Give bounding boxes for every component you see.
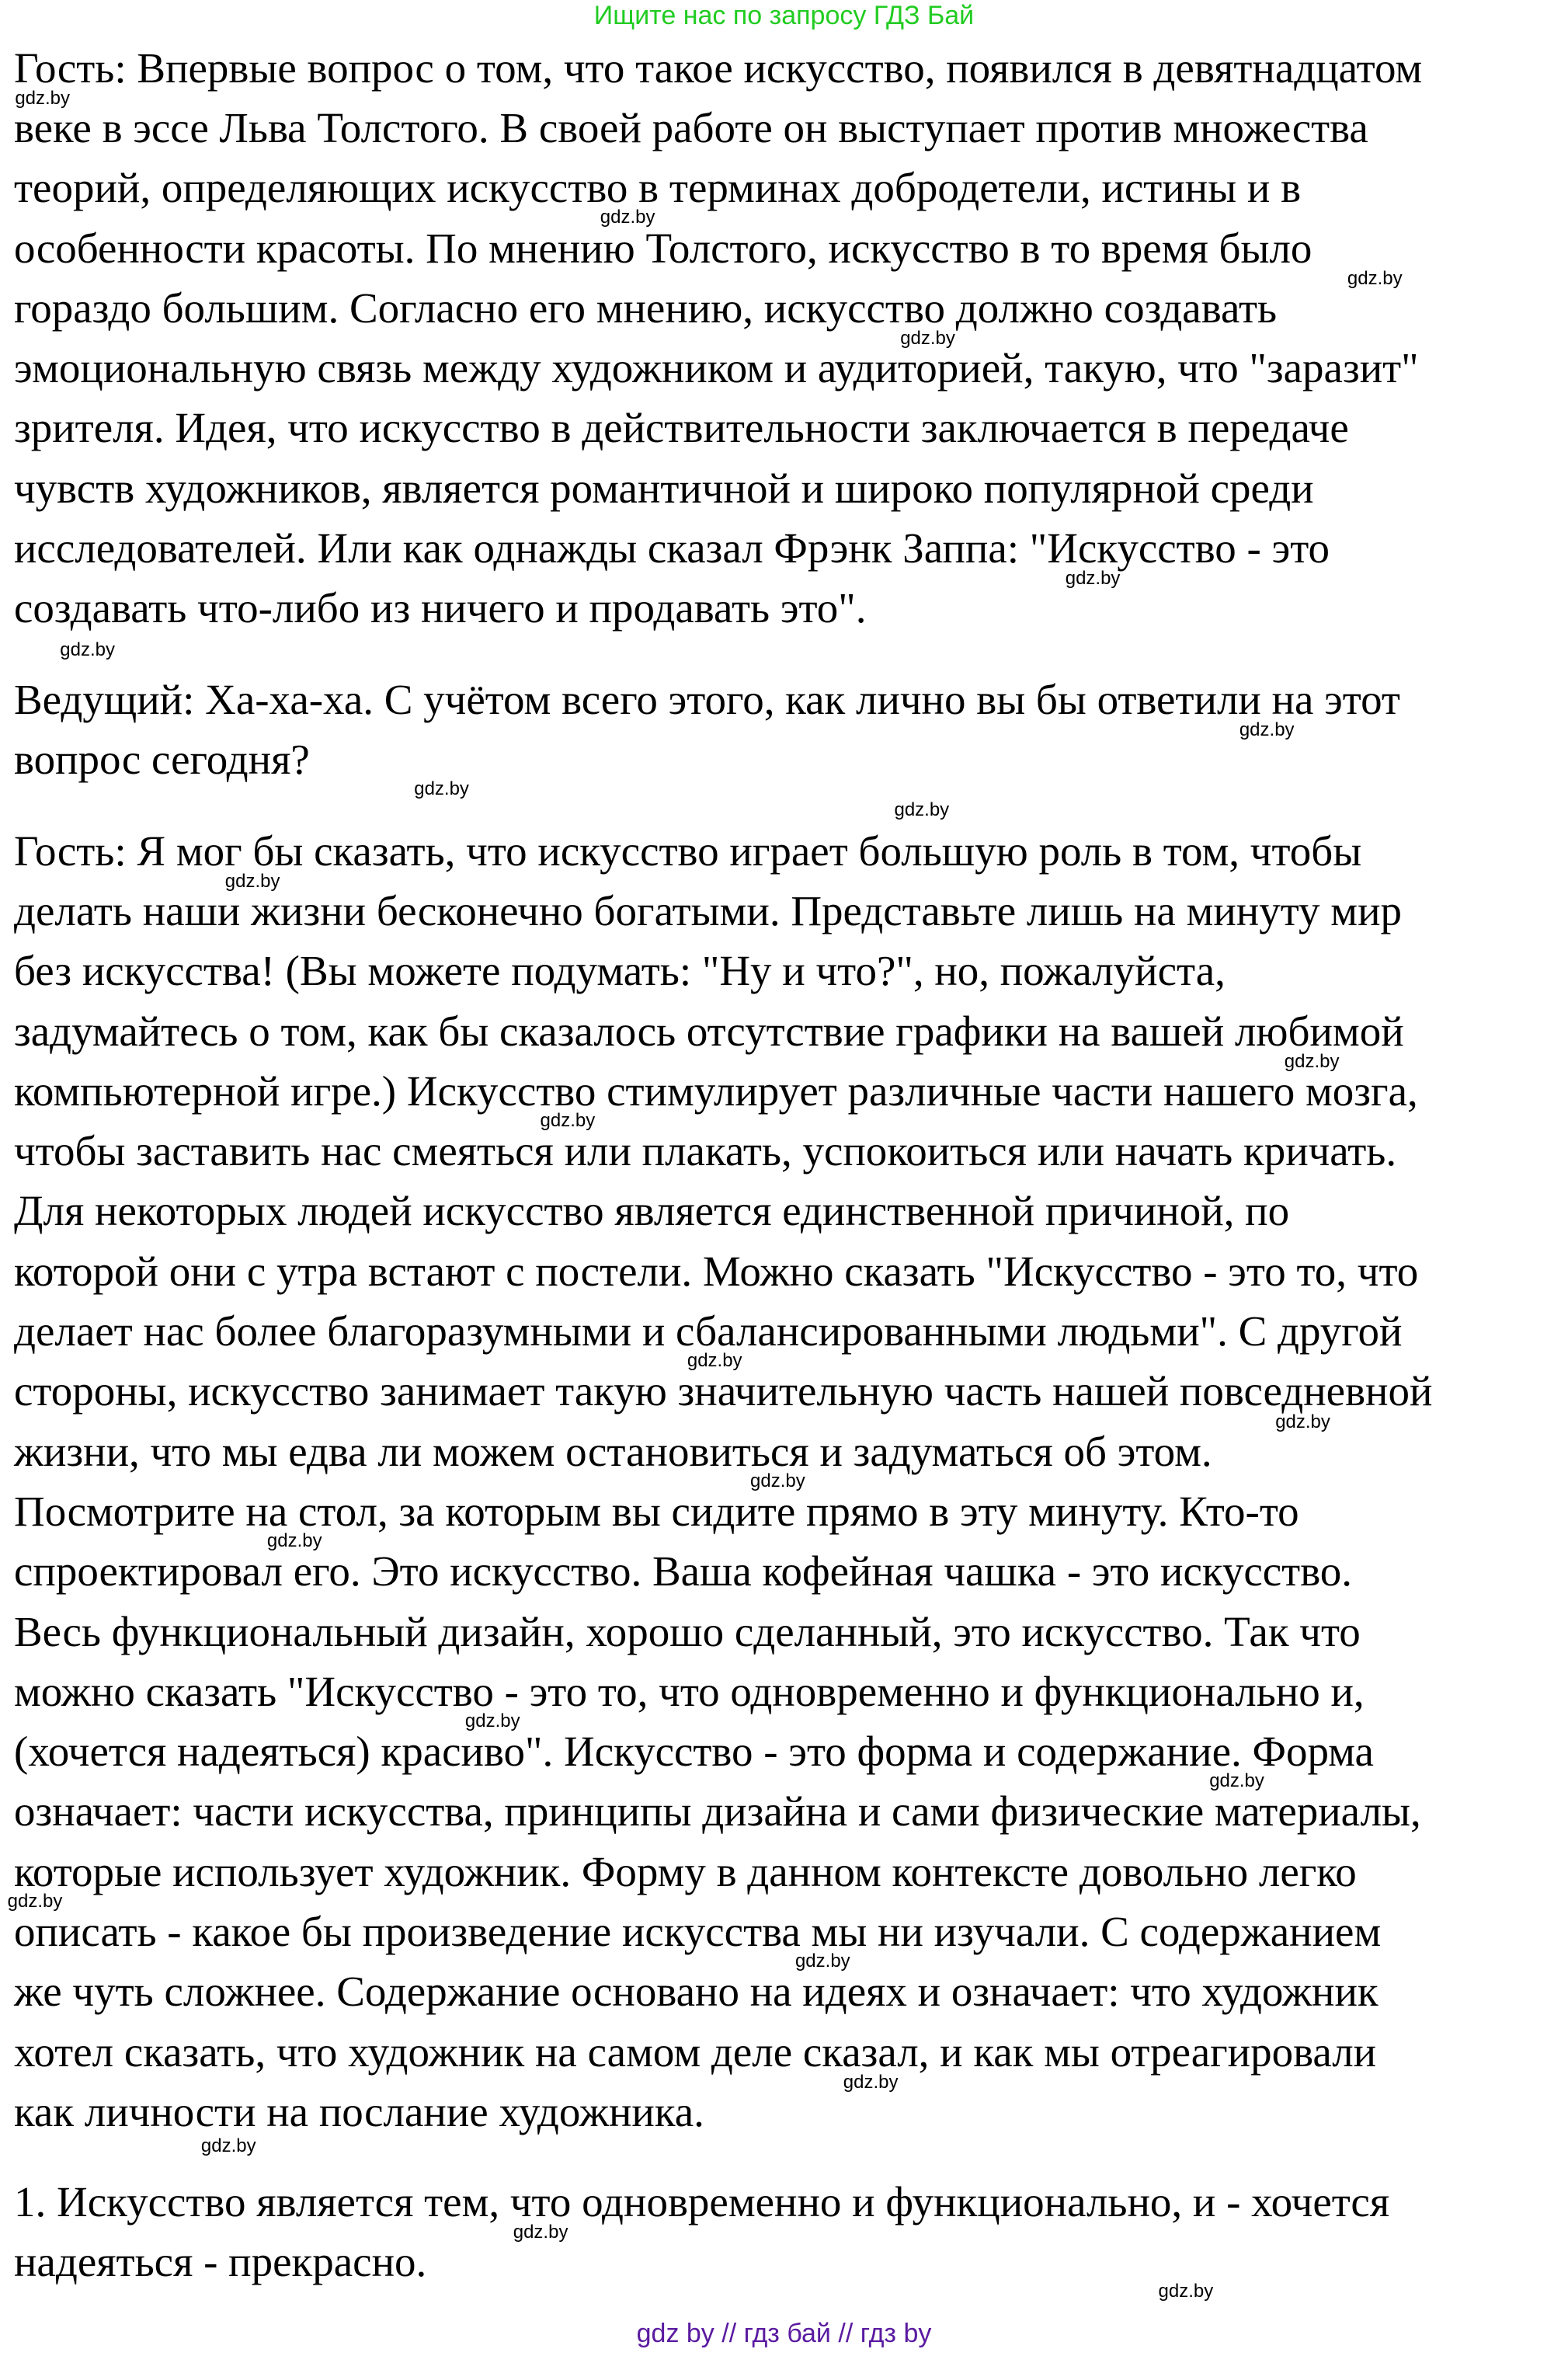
watermark: gdz.by [15,87,71,109]
text-line: Для некоторых людей искусство является единственной причиной, по [14,1187,1290,1235]
text-line: стороны, искусство занимает такую значительную часть нашей повседневной [14,1367,1433,1415]
text-line: хотел сказать, что художник на самом деле сказал, и как мы отреагировали [14,2027,1377,2076]
watermark: gdz.by [540,1110,596,1132]
text-line: можно сказать "Искусство - это то, что одновременно и функционально и, [14,1667,1365,1715]
watermark: gdz.by [266,1529,322,1551]
text-line: вопрос сегодня? [14,735,310,783]
text-line: без искусства! (Вы можете подумать: "Ну и что?", но, пожалуйста, [14,947,1226,995]
watermark: gdz.by [200,2135,256,2156]
watermark: gdz.by [1347,267,1403,289]
text-line: чувств художников, является романтичной и широко популярной среди [14,464,1314,512]
watermark: gdz.by [224,870,280,892]
text-line: особенности красоты. По мнению Толстого, искусство в то время было [14,224,1312,272]
text-line: Ведущий: Ха-ха-ха. С учётом всего этого, как лично вы бы ответили на этот [14,675,1400,723]
text-line: чтобы заставить нас смеяться или плакать, успокоиться или начать кричать. [14,1127,1397,1175]
text-line: жизни, что мы едва ли можем остановиться и задуматься об этом. [14,1427,1212,1475]
footer-banner: gdz by // гдз бай // гдз by [636,2319,932,2348]
watermark: gdz.by [1209,1770,1264,1792]
text-line: (хочется надеяться) красиво". Искусство - это форма и содержание. Форма [14,1728,1374,1776]
text-line: задумайтесь о том, как бы сказалось отсутствие графики на вашей любимой [14,1007,1404,1055]
watermark: gdz.by [843,2071,899,2093]
watermark: gdz.by [894,799,950,821]
text-line: Посмотрите на стол, за которым вы сидите прямо в эту минуту. Кто-то [14,1487,1299,1535]
text-line: исследователей. Или как однажды сказал Фрэнк Заппа: "Искусство - это [14,524,1330,572]
header-banner: Ищите нас по запросу ГДЗ Бай [593,1,975,30]
watermark: gdz.by [1239,719,1295,740]
watermark: gdz.by [750,1470,805,1491]
watermark: gdz.by [1275,1411,1330,1432]
watermark: gdz.by [687,1350,742,1372]
watermark: gdz.by [1158,2280,1214,2302]
text-line: Гость: Я мог бы сказать, что искусство играет большую роль в том, чтобы [14,827,1362,875]
text-line: спроектировал его. Это искусство. Ваша кофейная чашка - это искусство. [14,1547,1353,1596]
watermark: gdz.by [60,639,115,660]
text-line: 1. Искусство является тем, что одновременно и функционально, и - хочется [14,2177,1390,2225]
text-line: как личности на послание художника. [14,2087,704,2135]
watermark: gdz.by [513,2221,568,2243]
text-line: делать наши жизни бесконечно богатыми. Представьте лишь на минуту мир [14,886,1403,934]
text-line: Гость: Впервые вопрос о том, что такое искусство, появился в девятнадцатом [14,44,1423,92]
text-line: же чуть сложнее. Содержание основано на идеях и означает: что художник [14,1968,1379,2016]
watermark: gdz.by [7,1890,63,1912]
text-line: теорий, определяющих искусство в терминах добродетели, истины и в [14,164,1302,212]
watermark: gdz.by [1065,568,1121,590]
watermark: gdz.by [900,328,955,350]
text-line: веке в эссе Льва Толстого. В своей работе он выступает против множества [14,103,1368,151]
watermark: gdz.by [794,1951,850,1972]
text-line: зрителя. Идея, что искусство в действительности заключается в передаче [14,404,1349,452]
watermark: gdz.by [600,207,655,228]
text-line: которые использует художник. Форму в данном контексте довольно легко [14,1847,1357,1895]
watermark: gdz.by [464,1710,520,1731]
text-line: означает: части искусства, принципы дизайна и сами физические материалы, [14,1787,1421,1836]
watermark: gdz.by [414,778,469,799]
text-line: эмоциональную связь между художником и аудиторией, такую, что "заразит" [14,344,1419,392]
text-line: делает нас более благоразумными и сбалансированными людьми". С другой [14,1307,1403,1355]
text-line: гораздо большим. Согласно его мнению, искусство должно создавать [14,284,1278,332]
watermark: gdz.by [1284,1050,1340,1072]
text-line: описать - какое бы произведение искусства мы ни изучали. С содержанием [14,1908,1382,1956]
text-line: Весь функциональный дизайн, хорошо сделанный, это искусство. Так что [14,1607,1361,1655]
text-line: создавать что-либо из ничего и продавать это". [14,584,867,632]
text-line: которой они с утра встают с постели. Можно сказать "Искусство - это то, что [14,1247,1419,1295]
text-line: надеяться - прекрасно. [14,2237,427,2285]
text-line: компьютерной игре.) Искусство стимулирует различные части нашего мозга, [14,1067,1418,1115]
